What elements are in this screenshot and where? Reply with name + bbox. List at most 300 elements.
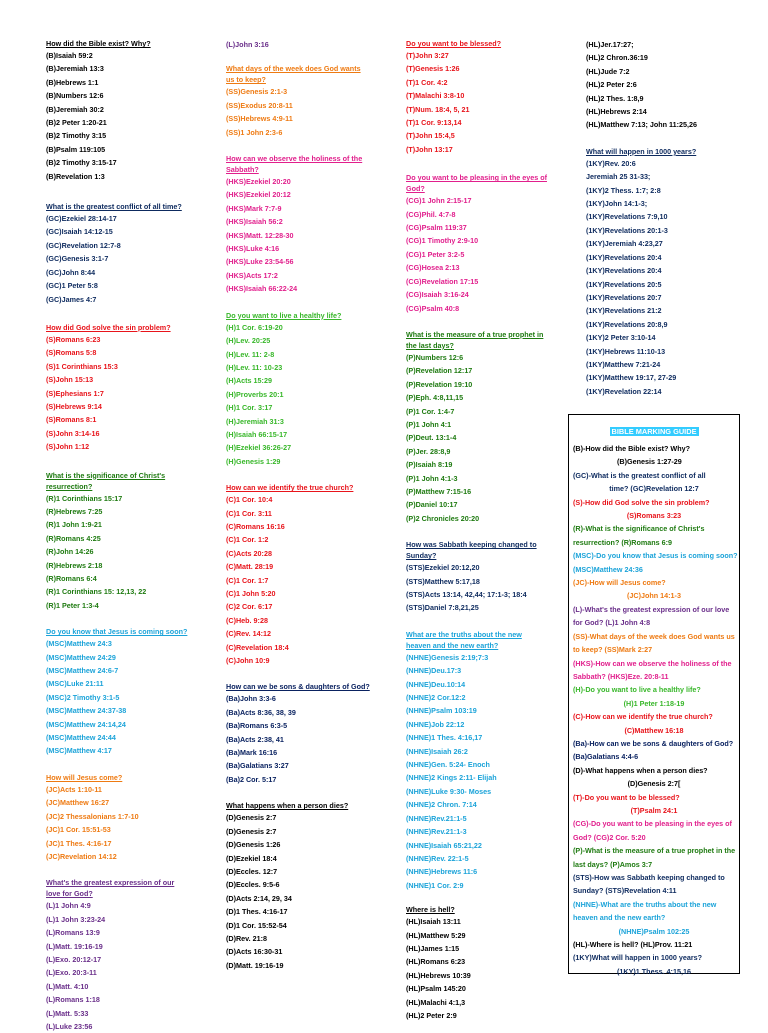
section <box>46 201 222 306</box>
verse-reference: (MSC)Matthew 24:37-38 <box>46 706 127 716</box>
bible-marking-guide-box <box>568 414 740 974</box>
column-1 <box>46 38 222 1033</box>
verse-reference: (S)John 15:13 <box>46 375 94 385</box>
guide-line: (NHNE)Psalm 102:25 <box>618 926 690 936</box>
verse-reference: (R)Hebrews 2:18 <box>46 560 103 570</box>
section-question: What will happen in 1000 years? <box>586 146 697 156</box>
verse-reference: (MSC)Luke 21:11 <box>46 679 104 689</box>
verse-reference: (S)Romans 6:23 <box>46 334 101 344</box>
reference-list <box>226 692 402 786</box>
verse-reference: (P)1 John 4:1 <box>406 419 452 429</box>
guide-line: (1KY)What will happen in 1000 years? <box>573 953 703 963</box>
reference-list <box>226 811 402 972</box>
verse-reference: (NHNE)2 Cor.12:2 <box>406 693 466 703</box>
section <box>406 38 582 156</box>
guide-line: (T)-Do you want to be blessed? <box>573 792 680 802</box>
verse-reference: (HL)Malachi 4:1,3 <box>406 997 466 1007</box>
verse-reference: (D)Rev. 21:8 <box>226 933 268 943</box>
verse-reference: (L)Romans 13:9 <box>46 928 100 938</box>
reference-list <box>226 85 402 139</box>
verse-reference: (HL)2 Peter 2:9 <box>406 1010 457 1020</box>
section <box>226 681 402 786</box>
verse-reference: (L)John 3:16 <box>226 40 269 49</box>
verse-reference: (HL)Matthew 7:13; John 11:25,26 <box>586 120 698 130</box>
verse-reference: (P)Deut. 13:1-4 <box>406 433 457 443</box>
verse-reference: (MSC)Matthew 24:6-7 <box>46 666 119 676</box>
guide-line: (L)-What's the greatest expression of our love <box>573 604 730 614</box>
reference-list <box>46 899 222 1033</box>
verse-reference: (1KY)Revelations 20:4 <box>586 252 662 262</box>
verse-reference: (MSC)Matthew 24:14,24 <box>46 719 126 729</box>
verse-reference: (NHNE)Psalm 103:19 <box>406 706 477 716</box>
verse-reference: (Ba)Romans 6:3-5 <box>226 721 288 731</box>
verse-reference: (S)John 3:14-16 <box>46 428 100 438</box>
verse-reference: (L)1 John 4:9 <box>46 901 91 911</box>
guide-line: (B)Genesis 1:27-29 <box>617 457 682 467</box>
section <box>46 322 222 454</box>
verse-reference: (CG)Psalm 40:8 <box>406 303 460 313</box>
verse-reference: (H)1 Cor. 6:19-20 <box>226 322 283 332</box>
section <box>46 470 222 613</box>
verse-reference: (Ba)Acts 2:38, 41 <box>226 734 284 744</box>
verse-reference: (NHNE)1 Cor. 2:9 <box>406 880 464 890</box>
verse-reference: (H)Ezekiel 36:26-27 <box>226 443 292 453</box>
verse-reference: (GC)John 8:44 <box>46 267 96 277</box>
section <box>226 153 402 296</box>
verse-reference: (H)Lev. 11: 2-8 <box>226 349 275 359</box>
verse-reference: (R)1 Corinthians 15: 12,13, 22 <box>46 587 147 597</box>
section-question: What happens when a person dies? <box>226 801 349 811</box>
verse-reference: (HKS)Isaiah 66:22-24 <box>226 284 298 294</box>
guide-line: (H)1 Peter 1:18-19 <box>623 698 685 708</box>
verse-reference: (HKS)Matt. 12:28-30 <box>226 230 294 240</box>
verse-reference: (1KY)2 Thess. 1:7; 2:8 <box>586 185 661 195</box>
guide-title <box>573 421 735 439</box>
verse-reference: (Ba)Mark 16:16 <box>226 748 278 758</box>
section-question: What is the significance of Christ's resurrection? <box>46 470 166 491</box>
verse-reference: (SS)1 John 2:3-6 <box>226 127 283 137</box>
verse-reference: (Ba)Galatians 3:27 <box>226 761 289 771</box>
verse-reference: (C)Heb. 9:28 <box>226 615 268 625</box>
verse-reference: (D)1 Cor. 15:52-54 <box>226 920 287 930</box>
verse-reference: (B)2 Peter 1:20-21 <box>46 118 107 128</box>
verse-reference: (H)Proverbs 20:1 <box>226 389 284 399</box>
verse-reference: (B)Numbers 12:6 <box>46 91 104 101</box>
guide-line: (1KY)1 Thess. 4:15,16 <box>617 966 691 976</box>
guide-line: (D)Genesis 2:7[ <box>627 779 681 789</box>
verse-reference: (HL)2 Chron.36:19 <box>586 53 648 63</box>
guide-line: (CG)-Do you want to be pleasing in the eyes of <box>573 819 732 829</box>
verse-reference: (MSC)Matthew 24:29 <box>46 652 116 662</box>
section-question: How can we identify the true church? <box>226 483 354 493</box>
verse-reference: (H)Lev. 11: 10-23 <box>226 362 283 372</box>
verse-reference: (T)Genesis 1:26 <box>406 64 460 74</box>
verse-reference: (NHNE)2 Chron. 7:14 <box>406 800 477 810</box>
verse-reference: (CG)1 John 2:15-17 <box>406 196 472 206</box>
verse-reference: (GC)Revelation 12:7-8 <box>46 240 121 250</box>
section <box>226 800 402 972</box>
section <box>226 310 402 468</box>
guide-line: (JC)-How will Jesus come? <box>573 578 666 588</box>
verse-reference: (1KY)Jeremiah 4:23,27 <box>586 239 663 249</box>
guide-lines <box>573 442 738 978</box>
verse-reference: (S)1 Corinthians 15:3 <box>46 361 118 371</box>
verse-reference: (B)Isaiah 59:2 <box>46 51 93 60</box>
verse-reference: (HKS)Luke 4:16 <box>226 244 280 254</box>
verse-reference: (C)Acts 20:28 <box>226 548 272 558</box>
verse-reference: (1KY)Revelations 7:9,10 <box>586 212 668 222</box>
verse-reference: (NHNE)Job 22:12 <box>406 719 465 729</box>
reference-list <box>46 333 222 454</box>
verse-reference: (JC)Revelation 14:12 <box>46 851 117 861</box>
guide-line: last days? (P)Amos 3:7 <box>573 859 653 869</box>
verse-reference: (P)Jer. 28:8,9 <box>406 446 451 456</box>
verse-reference: (L)Romans 1:18 <box>46 995 100 1005</box>
verse-reference: (B)2 Timothy 3:15 <box>46 131 107 141</box>
verse-reference: (HKS)Ezekiel 20:12 <box>226 190 291 200</box>
verse-reference: (B)Jeremiah 13:3 <box>46 64 104 74</box>
verse-reference: (C)1 Cor. 1:7 <box>226 575 269 585</box>
verse-reference: (JC)Acts 1:10-11 <box>46 784 102 794</box>
verse-reference: (P)Revelation 19:10 <box>406 379 473 389</box>
verse-reference: (L)Luke 23:56 <box>46 1021 93 1031</box>
guide-line: (MSC)Matthew 24:36 <box>573 564 643 574</box>
verse-reference: (T)Num. 18:4, 5, 21 <box>406 104 470 114</box>
verse-reference: (C)Rev. 14:12 <box>226 629 272 639</box>
verse-reference: (STS)Daniel 7:8,21,25 <box>406 603 479 613</box>
reference-list <box>46 49 222 183</box>
guide-line: (R)-What is the significance of Christ's <box>573 524 705 534</box>
verse-reference: (D)Matt. 19:16-19 <box>226 960 284 970</box>
verse-reference: (NHNE)Rev.21:1-3 <box>406 827 467 837</box>
section-question: What's the greatest expression of our love for God? <box>46 878 175 899</box>
verse-reference: (P)1 Cor. 1:4-7 <box>406 406 455 416</box>
verse-reference: (NHNE)Deu.17:3 <box>406 666 462 676</box>
verse-reference: (D)Ezekiel 18:4 <box>226 853 277 863</box>
verse-reference: (STS)Ezekiel 20:12,20 <box>406 563 480 573</box>
reference-list <box>226 493 402 667</box>
verse-reference: (SS)Hebrews 4:9-11 <box>226 114 293 124</box>
verse-reference: (HL)Isaiah 13:11 <box>406 917 461 927</box>
verse-reference: (NHNE)Rev.21:1-5 <box>406 813 467 823</box>
verse-reference: (1KY)Revelations 20:4 <box>586 266 662 276</box>
verse-reference: (1KY)Hebrews 11:10-13 <box>586 346 666 356</box>
section-question: How did the Bible exist? Why? <box>46 39 151 48</box>
verse-reference: (GC)1 Peter 5:8 <box>46 281 98 291</box>
verse-reference: (S)Romans 5:8 <box>46 348 97 358</box>
verse-reference: (CG)Isaiah 3:16-24 <box>406 290 469 300</box>
verse-reference: (P)Numbers 12:6 <box>406 352 464 362</box>
verse-reference: (JC)Matthew 16:27 <box>46 798 110 808</box>
verse-reference: (L)Matt. 4:10 <box>46 981 89 991</box>
verse-reference: (SS)Exodus 20:8-11 <box>226 100 293 110</box>
verse-reference: (D)Genesis 2:7 <box>226 826 277 836</box>
verse-reference: (R)John 14:26 <box>46 547 94 557</box>
verse-reference: (B)Jeremiah 30:2 <box>46 104 104 114</box>
verse-reference: (NHNE)Isaiah 65:21,22 <box>406 840 482 850</box>
reference-list <box>406 351 582 525</box>
verse-reference: (P)Matthew 7:15-16 <box>406 486 472 496</box>
section <box>406 904 582 1022</box>
guide-line: (JC)John 14:1-3 <box>627 591 681 601</box>
section-question: Do you want to be pleasing in the eyes of God? <box>406 173 547 194</box>
guide-line: (STS)-How was Sabbath keeping changed to <box>573 873 725 882</box>
verse-reference: (HL)Romans 6:23 <box>406 957 466 967</box>
guide-line: (HKS)-How can we observe the holiness of the <box>573 658 732 668</box>
verse-reference: (HL)Psalm 145:20 <box>406 984 466 994</box>
verse-reference: (HL)James 1:15 <box>406 943 460 953</box>
verse-reference: (HL)Hebrews 2:14 <box>586 107 647 117</box>
reference-list <box>226 175 402 296</box>
section <box>406 539 582 615</box>
section-question: What is the measure of a true prophet in the last days? <box>406 329 544 350</box>
guide-line: (SS)-What days of the week does God wants us <box>573 631 735 641</box>
verse-reference: (HL)Jer.17:27; <box>586 40 634 49</box>
verse-reference: (T)John 15:4,5 <box>406 131 455 141</box>
column-3 <box>406 38 582 1022</box>
section-question: Do you know that Jesus is coming soon? <box>46 627 188 637</box>
verse-reference: (1KY)Matthew 19:17, 27-29 <box>586 373 677 383</box>
verse-reference: (JC)1 Thes. 4:16-17 <box>46 838 112 848</box>
verse-reference: (C)Revelation 18:4 <box>226 642 289 652</box>
verse-reference: (GC)Isaiah 14:12-15 <box>46 227 113 237</box>
verse-reference: (T)John 13:17 <box>406 144 453 154</box>
section <box>226 63 402 139</box>
verse-reference: (JC)2 Thessalonians 1:7-10 <box>46 811 139 821</box>
verse-reference: (C)1 Cor. 10:4 <box>226 495 273 505</box>
verse-reference: (T)Malachi 3:8-10 <box>406 91 465 101</box>
verse-reference: (1KY)Rev. 20:6 <box>586 158 636 168</box>
column-2 <box>226 38 402 972</box>
reference-list <box>46 783 222 863</box>
verse-reference: (S)Ephesians 1:7 <box>46 388 104 398</box>
verse-reference: (C)John 10:9 <box>226 656 270 666</box>
verse-reference: (GC)James 4:7 <box>46 294 97 304</box>
section-question: What are the truths about the new heaven and the new earth? <box>406 629 522 650</box>
verse-reference: (D)Acts 2:14, 29, 34 <box>226 893 292 903</box>
verse-reference: (B)Psalm 119:105 <box>46 144 106 154</box>
guide-line: (MSC)-Do you know that Jesus is coming soon? <box>573 551 738 561</box>
verse-reference: (B)Hebrews 1:1 <box>46 77 99 87</box>
reference-list <box>406 651 582 892</box>
verse-reference: (NHNE)Gen. 5:24- Enoch <box>406 760 490 770</box>
verse-reference: (MSC)Matthew 4:17 <box>46 746 112 756</box>
section <box>46 38 222 183</box>
verse-reference: (HL)2 Thes. 1:8,9 <box>586 93 644 103</box>
section <box>586 146 736 398</box>
section <box>406 629 582 892</box>
verse-reference: (1KY)Revelations 20:7 <box>586 292 662 302</box>
verse-reference: (L)Exo. 20:3-11 <box>46 968 97 978</box>
section-question: How did God solve the sin problem? <box>46 322 171 332</box>
guide-line: God? (CG)2 Cor. 5:20 <box>573 832 646 842</box>
verse-reference: (H)Genesis 1:29 <box>226 456 281 466</box>
verse-reference: (CG)Revelation 17:15 <box>406 276 479 286</box>
verse-reference: (H)Isaiah 66:15-17 <box>226 429 288 439</box>
section-question: Do you want to be blessed? <box>406 39 502 48</box>
guide-line: heaven and the new earth? <box>573 913 666 923</box>
verse-reference: (L)Matt. 5:33 <box>46 1008 89 1018</box>
verse-reference: (CG)Hosea 2:13 <box>406 263 460 273</box>
section <box>586 38 736 132</box>
guide-line: (C)Matthew 16:18 <box>624 725 684 735</box>
verse-reference: (P)Isaiah 8:19 <box>406 460 453 470</box>
guide-line: (Ba)Galatians 4:4-6 <box>573 752 639 762</box>
verse-reference: (SS)Genesis 2:1-3 <box>226 87 288 97</box>
verse-reference: (HL)Matthew 5:29 <box>406 930 466 940</box>
reference-list <box>406 49 582 156</box>
verse-reference: (P)1 John 4:1-3 <box>406 473 458 483</box>
section <box>46 626 222 758</box>
section-question: How was Sabbath keeping changed to Sunday? <box>406 540 537 561</box>
verse-reference: (CG)1 Timothy 2:9-10 <box>406 236 479 246</box>
verse-reference: (Ba)Acts 8:36, 38, 39 <box>226 707 296 717</box>
section-question: How can we be sons & daughters of God? <box>226 682 370 692</box>
verse-reference: (1KY)John 14:1-3; <box>586 199 648 209</box>
verse-reference: (NHNE)Deu.10:14 <box>406 679 466 689</box>
section-question: How can we observe the holiness of the Sabbath? <box>226 154 363 175</box>
verse-reference: (NHNE)Rev. 22:1-5 <box>406 853 469 863</box>
verse-reference: (1KY)Revelations 20:8,9 <box>586 319 668 329</box>
verse-reference: (HL)Jude 7:2 <box>586 66 630 76</box>
guide-line: time? (GC)Revelation 12:7 <box>609 484 699 494</box>
verse-reference: (HKS)Isaiah 56:2 <box>226 217 283 227</box>
verse-reference: (R)1 Corinthians 15:17 <box>46 493 123 503</box>
reference-list <box>46 212 222 306</box>
verse-reference: (R)Romans 4:25 <box>46 533 101 543</box>
verse-reference: (NHNE)2 Kings 2:11- Elijah <box>406 773 497 783</box>
verse-reference: (T)John 3:27 <box>406 51 449 60</box>
verse-reference: (S)John 1:12 <box>46 442 90 452</box>
guide-title-text: BIBLE MARKING GUIDE <box>611 427 697 436</box>
verse-reference: (R)Romans 6:4 <box>46 574 97 583</box>
guide-line: (GC)-What is the greatest conflict of all <box>573 470 706 480</box>
verse-reference: (B)Revelation 1:3 <box>46 171 105 181</box>
verse-reference: (1KY)Matthew 7:21-24 <box>586 359 661 369</box>
section <box>46 772 222 863</box>
verse-reference: (CG)1 Peter 3:2-5 <box>406 249 465 259</box>
section-question: What days of the week does God wants us to keep? <box>226 64 361 85</box>
verse-reference: (CG)Psalm 119:37 <box>406 223 467 233</box>
verse-reference: (D)Acts 16:30-31 <box>226 947 283 957</box>
guide-line: (Ba)-How can we be sons & daughters of God? <box>573 738 734 748</box>
guide-line: (S)-How did God solve the sin problem? <box>573 497 710 507</box>
verse-reference: (D)Eccles. 12:7 <box>226 866 278 876</box>
verse-reference: (H)Lev. 20:25 <box>226 336 271 346</box>
verse-reference: (HKS)Mark 7:7-9 <box>226 203 282 213</box>
verse-reference: (HL)2 Peter 2:6 <box>586 80 637 90</box>
verse-reference: (H)Jeremiah 31:3 <box>226 416 284 426</box>
guide-line: (NHNE)-What are the truths about the new <box>573 899 717 909</box>
verse-reference: (Ba)John 3:3-6 <box>226 694 276 704</box>
reference-list <box>586 38 736 132</box>
verse-reference: (P)Eph. 4:8,11,15 <box>406 393 464 403</box>
verse-reference: (T)1 Cor. 9:13,14 <box>406 118 462 128</box>
section <box>226 38 402 51</box>
verse-reference: (NHNE)1 Thes. 4:16,17 <box>406 733 483 743</box>
verse-reference: (R)1 John 1:9-21 <box>46 520 102 530</box>
verse-reference: (STS)Matthew 5:17,18 <box>406 576 480 586</box>
verse-reference: (P)Revelation 12:17 <box>406 366 473 376</box>
guide-line: Sunday? (STS)Revelation 4:11 <box>573 886 677 896</box>
reference-list <box>406 915 582 1022</box>
verse-reference: (HKS)Luke 23:54-56 <box>226 257 294 267</box>
verse-reference: (STS)Acts 13:14, 42,44; 17:1-3; 18:4 <box>406 590 527 599</box>
section-question: What is the greatest conflict of all time? <box>46 202 182 212</box>
verse-reference: (H)Acts 15:29 <box>226 376 272 386</box>
verse-reference: (NHNE)Hebrews 11:6 <box>406 867 478 877</box>
guide-line: Sabbath? (HKS)Eze. 20:8-11 <box>573 671 669 681</box>
section <box>406 329 582 525</box>
section <box>226 482 402 667</box>
verse-reference: (GC)Ezekiel 28:14-17 <box>46 214 117 224</box>
guide-line: (H)-Do you want to live a healthy life? <box>573 685 701 695</box>
verse-reference: (CG)Phil. 4:7-8 <box>406 209 456 219</box>
reference-list <box>226 38 402 51</box>
verse-reference: (MSC)2 Timothy 3:1-5 <box>46 692 120 702</box>
verse-reference: (1KY)Revelation 22:14 <box>586 386 662 396</box>
guide-line: (S)Romans 3:23 <box>626 511 682 521</box>
verse-reference: (NHNE)Genesis 2:19;7:3 <box>406 652 489 662</box>
verse-reference: (R)1 Peter 1:3-4 <box>46 600 99 610</box>
verse-reference: (MSC)Matthew 24:44 <box>46 733 116 743</box>
guide-line: resurrection? (R)Romans 6:9 <box>573 537 673 547</box>
verse-reference: (HKS)Ezekiel 20:20 <box>226 177 291 187</box>
verse-reference: (S)Hebrews 9:14 <box>46 401 102 411</box>
verse-reference: (C)2 Cor. 6:17 <box>226 602 273 612</box>
verse-reference: (C)1 Cor. 1:2 <box>226 535 269 545</box>
guide-line: (P)-What is the measure of a true prophet in the <box>573 846 736 856</box>
verse-reference: (C)Romans 16:16 <box>226 521 285 531</box>
section <box>46 877 222 1033</box>
reference-list <box>406 194 582 315</box>
verse-reference: (T)1 Cor. 4:2 <box>406 77 448 87</box>
guide-line: (B)-How did the Bible exist? Why? <box>573 444 690 453</box>
verse-reference: (1KY)2 Peter 3:10-14 <box>586 333 656 343</box>
verse-reference: (L)Exo. 20:12-17 <box>46 954 102 964</box>
reference-list <box>46 492 222 613</box>
verse-reference: (D)Eccles. 9:5-6 <box>226 880 280 890</box>
verse-reference: (P)Daniel 10:17 <box>406 500 458 510</box>
guide-line: (D)-What happens when a person dies? <box>573 765 708 775</box>
verse-reference: Jeremiah 25 31-33; <box>586 172 651 182</box>
section-question: Where is hell? <box>406 905 455 915</box>
verse-reference: (B)2 Timothy 3:15-17 <box>46 158 117 168</box>
verse-reference: (R)Hebrews 7:25 <box>46 506 103 516</box>
verse-reference: (JC)1 Cor. 15:51-53 <box>46 825 111 835</box>
reference-list <box>46 637 222 758</box>
verse-reference: (D)Genesis 2:7 <box>226 813 277 823</box>
verse-reference: (HL)Hebrews 10:39 <box>406 970 471 980</box>
reference-list <box>586 157 736 398</box>
verse-reference: (1KY)Revelations 21:2 <box>586 306 662 316</box>
verse-reference: (GC)Genesis 3:1-7 <box>46 254 109 264</box>
guide-line: (HL)-Where is hell? (HL)Prov. 11:21 <box>573 940 693 950</box>
column-4 <box>586 38 736 398</box>
verse-reference: (C)1 Cor. 3:11 <box>226 508 272 518</box>
verse-reference: (HKS)Acts 17:2 <box>226 270 278 280</box>
verse-reference: (P)2 Chronicles 20:20 <box>406 513 480 523</box>
verse-reference: (D)1 Thes. 4:16-17 <box>226 907 288 917</box>
verse-reference: (D)Genesis 1:26 <box>226 840 281 850</box>
reference-list <box>406 561 582 615</box>
guide-line: (C)-How can we identify the true church? <box>573 712 713 722</box>
verse-reference: (NHNE)Luke 9:30- Moses <box>406 786 492 796</box>
section <box>406 172 582 315</box>
verse-reference: (L)Matt. 19:16-19 <box>46 941 103 951</box>
section-question: Do you want to live a healthy life? <box>226 310 342 320</box>
verse-reference: (C)1 John 5:20 <box>226 589 276 598</box>
